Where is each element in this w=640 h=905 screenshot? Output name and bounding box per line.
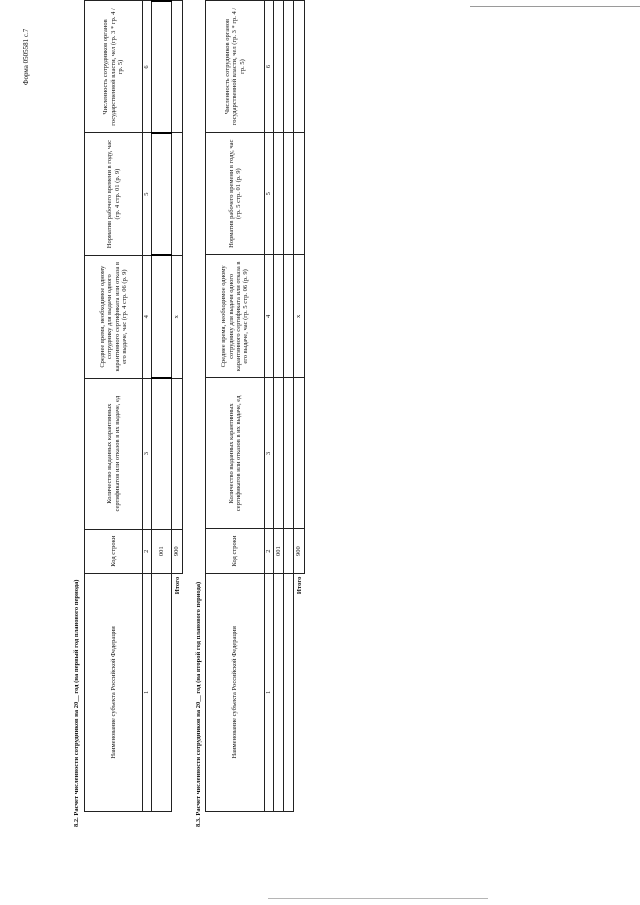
- header-certificate-count: Количество выданных карантинных сертификатов или отказов в их выдаче, ед: [85, 378, 143, 529]
- cell-row-code: [284, 529, 294, 573]
- cell-average-time: [274, 255, 284, 378]
- table-row: [274, 1, 284, 812]
- cell-staff-count: [274, 1, 284, 133]
- table-header-row: [206, 1, 265, 812]
- cell-staff-count: [284, 1, 294, 133]
- total-staff-count: [172, 1, 183, 133]
- cell-working-time-norm: [284, 133, 294, 255]
- header-working-time-norm: Норматив рабочего времени в году, час (гр. 5 стр. 01 (р. 9): [206, 133, 265, 255]
- col-number-5: 5: [265, 133, 274, 255]
- total-certificate-count: [172, 378, 183, 529]
- header-subject-name: Наименование субъекта Российской Федерации: [206, 573, 265, 811]
- col-number-4: 4: [143, 255, 152, 378]
- cell-certificate-count: [152, 378, 172, 529]
- total-code: 900: [294, 529, 305, 573]
- header-row-code: Код строки: [206, 529, 265, 573]
- cell-staff-count: [152, 1, 172, 133]
- cell-row-code: 001: [152, 529, 172, 573]
- cell-subject-name: [284, 573, 294, 811]
- table-header-row: [85, 1, 143, 812]
- form-code: Форма 0505581 с.7: [22, 28, 30, 85]
- cell-working-time-norm: [274, 133, 284, 255]
- header-working-time-norm: Норматив рабочего времени в году, час (гр. 4 стр. 01 (р. 9): [85, 133, 143, 255]
- total-working-time-norm: [172, 133, 183, 255]
- total-working-time-norm: [294, 133, 305, 255]
- header-subject-name: Наименование субъекта Российской Федерации: [85, 573, 143, 811]
- col-number-6: 6: [143, 1, 152, 133]
- cell-certificate-count: [274, 378, 284, 529]
- col-number-2: 2: [265, 529, 274, 573]
- table-row: [152, 1, 172, 812]
- col-number-3: 3: [143, 378, 152, 529]
- total-label: Итого: [172, 573, 183, 811]
- section-8-3-title: 8.3. Расчет численности сотрудников на 20__ год (на второй год планового периода): [195, 581, 202, 827]
- total-row: [294, 1, 305, 812]
- section-8-2-table: [84, 0, 183, 812]
- section-8-2-title: 8.2. Расчет численности сотрудников на 20__ год (на первый год планового периода): [73, 579, 80, 827]
- cell-working-time-norm: [152, 133, 172, 255]
- total-certificate-count: [294, 378, 305, 529]
- cell-average-time: [152, 255, 172, 378]
- header-staff-count: Численность сотрудников органов государственной власти, чел (гр. 3 * гр. 4 / гр. 5): [206, 1, 265, 133]
- header-average-time: Среднее время, необходимое одному сотруднику для выдачи одного карантинного сертификата или отказа в его выдаче, час (гр. 5 стр. 06 (р. 9): [206, 255, 265, 378]
- col-number-4: 4: [265, 255, 274, 378]
- cell-average-time: [284, 255, 294, 378]
- total-code: 900: [172, 529, 183, 573]
- table-row: [284, 1, 294, 812]
- header-staff-count: Численность сотрудников органов государственной власти, чел (гр. 3 * гр. 4 / гр. 5): [85, 1, 143, 133]
- cell-certificate-count: [284, 378, 294, 529]
- col-number-5: 5: [143, 133, 152, 255]
- header-average-time: Среднее время, необходимое одному сотруднику для выдачи одного карантинного сертификата или отказа в его выдаче, час (гр. 4 стр. 06 (р. 9): [85, 255, 143, 378]
- col-number-2: 2: [143, 529, 152, 573]
- total-staff-count: [294, 1, 305, 133]
- col-number-1: 1: [265, 573, 274, 811]
- column-number-row: [265, 1, 274, 812]
- col-number-3: 3: [265, 378, 274, 529]
- header-certificate-count: Количество выданных карантинных сертификатов или отказов в их выдаче, ед: [206, 378, 265, 529]
- section-8-3-table: [205, 0, 305, 812]
- header-row-code: Код строки: [85, 529, 143, 573]
- cell-row-code: 001: [274, 529, 284, 573]
- col-number-6: 6: [265, 1, 274, 133]
- column-number-row: [143, 1, 152, 812]
- total-label: Итого: [294, 573, 305, 811]
- cell-subject-name: [152, 573, 172, 811]
- col-number-1: 1: [143, 573, 152, 811]
- total-average-time-mark: x: [294, 255, 305, 378]
- total-average-time-mark: x: [172, 255, 183, 378]
- cell-subject-name: [274, 573, 284, 811]
- total-row: [172, 1, 183, 812]
